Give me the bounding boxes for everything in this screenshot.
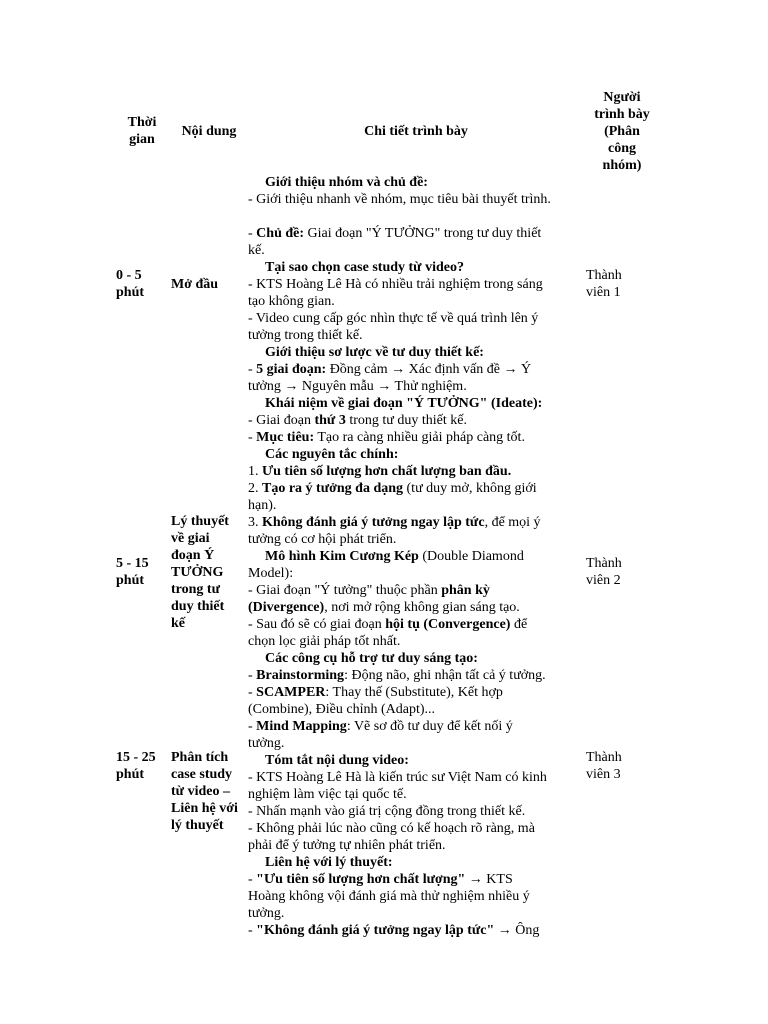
row-2-time xyxy=(116,555,164,589)
text: → Ông xyxy=(494,923,540,938)
detail-line xyxy=(248,633,584,650)
detail-line xyxy=(248,871,584,888)
text: , để mọi ý xyxy=(484,515,541,530)
detail-line xyxy=(248,497,584,514)
bold-text: "Ưu tiên số lượng hơn chất lượng" xyxy=(256,872,466,887)
detail-line xyxy=(248,803,584,820)
detail-line xyxy=(248,361,584,378)
content-line: trong tư xyxy=(171,582,220,597)
text: Tạo ra càng nhiều giải pháp càng tốt. xyxy=(314,430,525,445)
text: tưởng. xyxy=(248,736,285,751)
section-heading: Các nguyên tắc chính: xyxy=(265,447,399,462)
text: (Combine), Điều chỉnh (Adapt)... xyxy=(248,702,436,717)
text: - xyxy=(248,923,257,938)
text: : Động não, ghi nhận tất cả ý tưởng. xyxy=(344,668,546,683)
text: - Video cung cấp góc nhìn thực tế về quá trình lên ý xyxy=(248,311,539,326)
header-content-label: Nội dung xyxy=(181,124,237,139)
time-line: phút xyxy=(116,573,145,588)
section-heading: Khái niệm về giai đoạn "Ý TƯỞNG" (Ideate): xyxy=(265,396,543,411)
time-line: phút xyxy=(116,285,145,300)
text: 1. xyxy=(248,464,262,479)
text: để xyxy=(510,617,528,632)
text: - xyxy=(248,872,257,887)
text: (Double Diamond xyxy=(418,549,524,564)
detail-line xyxy=(248,905,584,922)
detail-line xyxy=(248,837,584,854)
section-heading: Liên hệ với lý thuyết: xyxy=(265,855,393,870)
detail-line xyxy=(248,310,584,327)
content-line: kế xyxy=(171,616,185,631)
bold-text: Mô hình Kim Cương Kép xyxy=(265,549,419,564)
bold-text: 5 giai đoạn: xyxy=(256,362,327,377)
header-presenter-line: nhóm) xyxy=(602,158,642,173)
presenter-line: Thành xyxy=(586,268,622,283)
text: - Sau đó sẽ có giai đoạn xyxy=(248,617,386,632)
content-line: Phân tích xyxy=(171,750,229,765)
text: phải để ý tưởng tự nhiên phát triển. xyxy=(248,838,446,853)
detail-line xyxy=(248,701,584,718)
detail-line xyxy=(248,582,584,599)
section-heading: Giới thiệu sơ lược về tư duy thiết kế: xyxy=(265,345,484,360)
bold-text: (Divergence) xyxy=(248,600,325,615)
text: 2. xyxy=(248,481,262,496)
text: (tư duy mở, không giới xyxy=(403,481,537,496)
row-1-content xyxy=(171,276,247,293)
detail-line xyxy=(248,242,584,259)
content-line: Liên hệ với xyxy=(171,801,238,816)
time-line: 5 - 15 xyxy=(116,556,149,571)
bold-text: "Không đánh giá ý tưởng ngay lập tức" xyxy=(256,923,495,938)
header-content xyxy=(171,123,247,140)
row-1-presenter xyxy=(586,267,658,301)
section-heading: Giới thiệu nhóm và chủ đề: xyxy=(265,175,428,190)
bold-text: Mục tiêu: xyxy=(256,430,315,445)
text: tạo không gian. xyxy=(248,294,335,309)
content-line: Mở đầu xyxy=(171,277,219,292)
text: → KTS xyxy=(465,872,513,887)
text: chọn lọc giải pháp tốt nhất. xyxy=(248,634,401,649)
header-presenter-line: (Phân xyxy=(604,124,640,139)
text: tưởng có cơ hội phát triển. xyxy=(248,532,397,547)
text: - xyxy=(248,362,257,377)
text: hạn). xyxy=(248,498,277,513)
row-2-presenter xyxy=(586,555,658,589)
bold-text: Brainstorming xyxy=(256,668,345,683)
detail-column xyxy=(248,174,584,939)
content-line: case study xyxy=(171,767,233,782)
text: : Vẽ sơ đồ tư duy để kết nối ý xyxy=(346,719,513,734)
text: Đồng cảm → Xác định vấn đề → Ý xyxy=(326,362,532,377)
bold-text: SCAMPER xyxy=(256,685,326,700)
presenter-line: viên 2 xyxy=(586,573,621,588)
time-line: 15 - 25 xyxy=(116,750,156,765)
detail-line xyxy=(248,429,584,446)
text: tưởng → Nguyên mẫu → Thử nghiệm. xyxy=(248,379,467,394)
detail-line xyxy=(248,480,584,497)
header-presenter-line: công xyxy=(608,141,636,156)
text: - Giai đoạn "Ý tưởng" thuộc phần xyxy=(248,583,442,598)
detail-line xyxy=(248,616,584,633)
detail-line xyxy=(248,327,584,344)
header-detail-label: Chi tiết trình bày xyxy=(364,124,468,139)
text: nghiệm làm việc tại quốc tế. xyxy=(248,787,407,802)
text: - Không phải lúc nào cũng có kế hoạch rõ ràng, mà xyxy=(248,821,535,836)
detail-line xyxy=(248,276,584,293)
text: - xyxy=(248,430,257,445)
bold-text: Không đánh giá ý tưởng ngay lập tức xyxy=(262,515,485,530)
detail-line xyxy=(248,888,584,905)
detail-line xyxy=(248,786,584,803)
detail-line xyxy=(248,922,584,939)
bold-text: Chủ đề: xyxy=(256,226,305,241)
bold-text: Mind Mapping xyxy=(256,719,347,734)
row-2-content xyxy=(171,513,247,632)
header-time-line: Thời xyxy=(127,115,157,130)
content-line: đoạn Ý xyxy=(171,548,215,563)
blank-line xyxy=(248,208,584,225)
presenter-line: Thành xyxy=(586,750,622,765)
text: : Thay thế (Substitute), Kết hợp xyxy=(325,685,503,700)
header-presenter xyxy=(586,89,658,174)
detail-line xyxy=(248,514,584,531)
bold-text: Ưu tiên số lượng hơn chất lượng ban đầu. xyxy=(262,464,512,479)
time-line: 0 - 5 xyxy=(116,268,142,283)
section-heading: Tại sao chọn case study từ video? xyxy=(265,260,464,275)
text: , nơi mở rộng không gian sáng tạo. xyxy=(324,600,520,615)
row-3-presenter xyxy=(586,749,658,783)
detail-line xyxy=(248,820,584,837)
detail-line xyxy=(248,684,584,701)
text: - Giai đoạn xyxy=(248,413,315,428)
text: - xyxy=(248,668,257,683)
text: - Nhấn mạnh vào giá trị cộng đồng trong thiết kế. xyxy=(248,804,526,819)
detail-line xyxy=(248,718,584,735)
section-heading: Các công cụ hỗ trợ tư duy sáng tạo: xyxy=(265,651,478,666)
detail-line xyxy=(248,463,584,480)
row-3-content xyxy=(171,749,247,834)
bold-text: hội tụ (Convergence) xyxy=(385,617,511,632)
header-time xyxy=(116,114,168,148)
text: tưởng. xyxy=(248,906,285,921)
detail-line xyxy=(248,225,584,242)
section-heading xyxy=(248,548,584,565)
section-heading: Tóm tắt nội dung video: xyxy=(265,753,409,768)
header-presenter-line: Người xyxy=(603,90,641,105)
text: - xyxy=(248,226,257,241)
content-line: về giai xyxy=(171,531,210,546)
header-time-line: gian xyxy=(129,132,155,147)
text: Model): xyxy=(248,566,294,581)
content-line: TƯỞNG xyxy=(171,565,224,580)
presenter-line: viên 3 xyxy=(586,767,621,782)
row-3-time xyxy=(116,749,164,783)
text: trong tư duy thiết kế. xyxy=(345,413,467,428)
text: tưởng trong thiết kế. xyxy=(248,328,363,343)
detail-line xyxy=(248,735,584,752)
text: 3. xyxy=(248,515,262,530)
bold-text: thứ 3 xyxy=(314,413,346,428)
detail-line xyxy=(248,769,584,786)
detail-line xyxy=(248,293,584,310)
presenter-line: viên 1 xyxy=(586,285,621,300)
text: kế. xyxy=(248,243,265,258)
bold-text: phân kỳ xyxy=(441,583,490,598)
header-detail xyxy=(248,123,584,140)
text: Hoàng không vội đánh giá mà thử nghiệm nhiều ý xyxy=(248,889,530,904)
detail-line xyxy=(248,667,584,684)
detail-line xyxy=(248,412,584,429)
text: Giai đoạn "Ý TƯỞNG" trong tư duy thiết xyxy=(304,226,542,241)
content-line: duy thiết xyxy=(171,599,225,614)
detail-line xyxy=(248,191,584,208)
content-line: Lý thuyết xyxy=(171,514,229,529)
content-line: lý thuyết xyxy=(171,818,224,833)
presenter-line: Thành xyxy=(586,556,622,571)
row-1-time xyxy=(116,267,164,301)
detail-line xyxy=(248,565,584,582)
time-line: phút xyxy=(116,767,145,782)
content-line: từ video – xyxy=(171,784,230,799)
header-presenter-line: trình bày xyxy=(594,107,650,122)
detail-line xyxy=(248,531,584,548)
text: - KTS Hoàng Lê Hà là kiến trúc sư Việt Nam có kinh xyxy=(248,770,547,785)
detail-line xyxy=(248,599,584,616)
text: - xyxy=(248,685,257,700)
text: - Giới thiệu nhanh về nhóm, mục tiêu bài thuyết trình. xyxy=(248,192,551,207)
text: - KTS Hoàng Lê Hà có nhiều trải nghiệm trong sáng xyxy=(248,277,543,292)
bold-text: Tạo ra ý tưởng đa dạng xyxy=(262,481,404,496)
text: - xyxy=(248,719,257,734)
detail-line xyxy=(248,378,584,395)
